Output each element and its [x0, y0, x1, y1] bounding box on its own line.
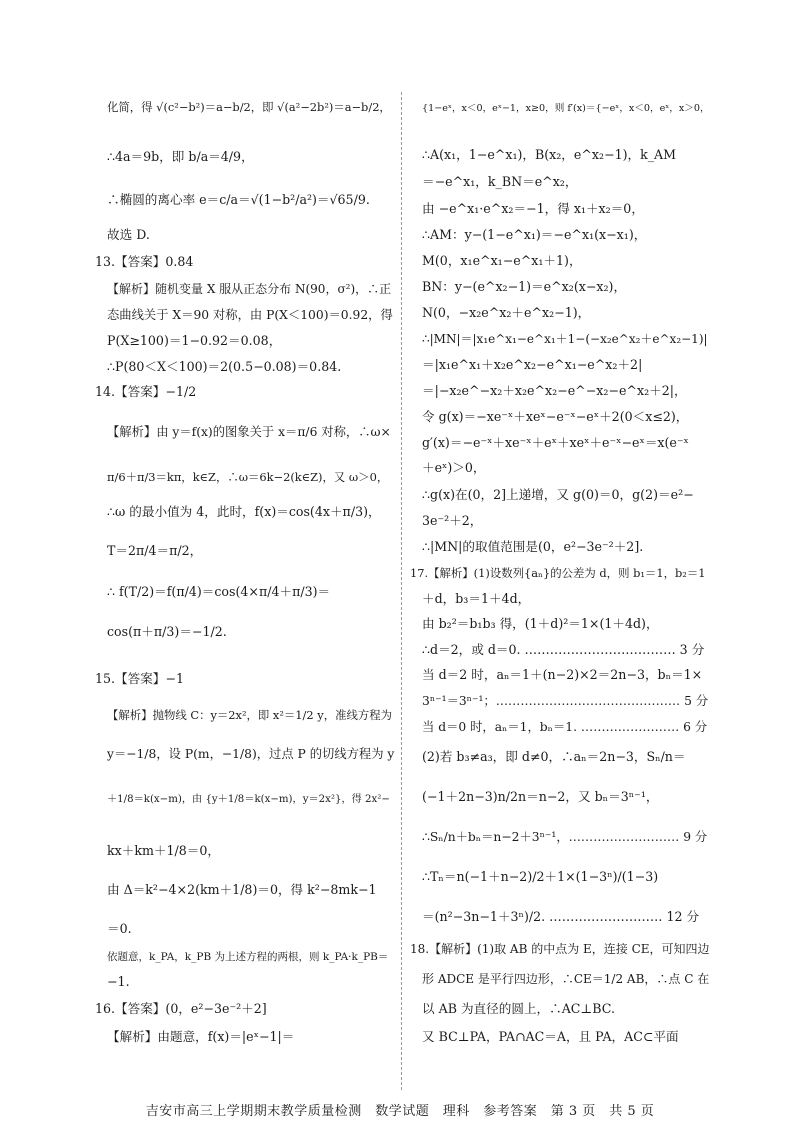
left-column-line: π/6＋π/3＝kπ，k∈Z，∴ω＝6k−2(k∈Z)，又 ω＞0， [107, 470, 389, 484]
left-column-line: kx＋km＋1/8＝0， [107, 843, 220, 858]
page-footer: 吉安市高三上学期期末教学质量检测 数学试题 理科 参考答案 第 3 页 共 5 页 [145, 1104, 655, 1119]
right-column-line: (2)若 b₃≠a₃，即 d≠0，∴aₙ＝2n−3，Sₙ/n＝ [422, 749, 686, 764]
right-column-line: 由 b₂²＝b₁b₃ 得，(1＋d)²＝1×(1＋4d)， [422, 616, 659, 631]
right-column-line: N(0，−x₂e^x₂＋e^x₂−1)， [422, 305, 591, 320]
left-column-line: 16.【答案】(0，e²−3e⁻²＋2] [95, 1001, 267, 1016]
left-column-line: ＋1/8＝k(x−m)，由 {y＋1/8＝k(x−m)，y＝2x²}，得 2x²− [107, 794, 390, 805]
right-column-line: 当 d＝2 时，aₙ＝1＋(n−2)×2＝2n−3，bₙ＝1× [422, 667, 703, 682]
left-column-line: ＝0. [107, 921, 132, 936]
left-column-line: ∴P(80＜X＜100)＝2(0.5−0.08)＝0.84. [107, 359, 342, 374]
left-column-line: ∴椭圆的离心率 e＝c/a＝√(1−b²/a²)＝√65/9. [107, 192, 370, 207]
right-column-line: 以 AB 为直径的圆上，∴AC⊥BC. [422, 1001, 615, 1016]
left-column-line: 【解析】随机变量 X 服从正态分布 N(90，σ²)，∴正 [107, 282, 392, 296]
right-column-line: ＝(n²−3n−1＋3ⁿ)/2. ……………………… 12 分 [422, 909, 700, 924]
left-column-line: 【解析】由题意，f(x)＝|eˣ−1|＝ [107, 1029, 295, 1044]
right-column-line: ∴|MN|的取值范围是(0，e²−3e⁻²＋2]. [422, 539, 644, 554]
right-column-line: 当 d＝0 时，aₙ＝1，bₙ＝1. …………………… 6 分 [422, 720, 708, 734]
left-column-line: 依题意，k_PA，k_PB 为上述方程的两根，则 k_PA·k_PB＝ [107, 951, 389, 963]
left-column-line: −1. [107, 974, 130, 989]
right-column-line: 令 g(x)＝−xe⁻ˣ＋xeˣ−e⁻ˣ−eˣ＋2(0＜x≤2)， [422, 409, 689, 424]
right-column-line: ＝|−x₂e^−x₂＋x₂e^x₂−e^−x₂−e^x₂＋2|， [422, 383, 687, 398]
right-column-line: (−1＋2n−3)n/2n＝n−2，又 bₙ＝3ⁿ⁻¹， [422, 789, 659, 804]
left-column-line: y＝−1/8，设 P(m，−1/8)，过点 P 的切线方程为 y [107, 747, 395, 761]
right-column-line: ∴|MN|＝|x₁e^x₁−e^x₁＋1−(−x₂e^x₂＋e^x₂−1)| [422, 332, 708, 346]
right-column-line: g′(x)＝−e⁻ˣ＋xe⁻ˣ＋eˣ＋xeˣ＋e⁻ˣ−eˣ＝x(e⁻ˣ [422, 435, 689, 450]
right-column-line: ＝−e^x₁，k_BN＝e^x₂， [422, 174, 578, 189]
right-column-line: ∴Sₙ/n＋bₙ＝n−2＋3ⁿ⁻¹，……………………… 9 分 [422, 830, 708, 844]
right-column-line: ∴Tₙ＝n(−1＋n−2)/2＋1×(1−3ⁿ)/(1−3) [422, 869, 659, 884]
right-column-line: ＋eˣ)＞0， [422, 460, 486, 475]
right-column-line: 由 −e^x₁·e^x₂＝−1，得 x₁＋x₂＝0， [422, 201, 644, 216]
right-column-line: ∴g(x)在(0，2]上递增，又 g(0)＝0，g(2)＝e²− [422, 487, 694, 502]
right-column-line: 17.【解析】(1)设数列{aₙ}的公差为 d，则 b₁＝1，b₂＝1 [410, 566, 706, 580]
right-column-line: 形 ADCE 是平行四边形，∴CE＝1/2 AB，∴点 C 在 [422, 972, 710, 986]
left-column-line: P(X≥100)＝1−0.92＝0.08， [107, 333, 282, 348]
left-column-line: 由 Δ＝k²−4×2(km＋1/8)＝0，得 k²−8mk−1 [107, 882, 377, 897]
left-column-line: 【解析】抛物线 C：y＝2x²，即 x²＝1/2 y，准线方程为 [107, 708, 393, 722]
left-column-line: 化简，得 √(c²−b²)＝a−b/2，即 √(a²−2b²)＝a−b/2， [107, 100, 391, 114]
column-divider [401, 92, 402, 1090]
left-column-line: ∴ f(T/2)＝f(π/4)＝cos(4×π/4＋π/3)＝ [107, 584, 331, 599]
right-column-line: 3ⁿ⁻¹＝3ⁿ⁻¹；……………………………………… 5 分 [422, 694, 709, 708]
right-column-line: ∴A(x₁，1−e^x₁)，B(x₂，e^x₂−1)，k_AM [422, 147, 677, 162]
left-column-line: 15.【答案】−1 [95, 671, 184, 686]
right-column-line: 18.【解析】(1)取 AB 的中点为 E，连接 CE，可知四边 [410, 942, 710, 956]
right-column-line: BN：y−(e^x₂−1)＝e^x₂(x−x₂)， [422, 279, 627, 294]
left-column-line: T＝2π/4＝π/2， [107, 543, 203, 558]
right-column-line: ＝|x₁e^x₁＋x₂e^x₂−e^x₁−e^x₂＋2| [422, 357, 643, 372]
right-column-line: 又 BC⊥PA，PA∩AC＝A，且 PA，AC⊂平面 [422, 1029, 679, 1044]
left-column-line: 【解析】由 y＝f(x)的图象关于 x＝π/6 对称，∴ω× [107, 425, 391, 439]
right-column-line: 3e⁻²＋2， [422, 513, 483, 528]
left-column-line: 13.【答案】0.84 [95, 254, 194, 269]
right-column-line: ＋d，b₃＝1＋4d， [422, 591, 531, 606]
right-column-line: {1−eˣ，x＜0，eˣ−1，x≥0，则 f′(x)＝{−eˣ，x＜0，eˣ，x＞0， [422, 103, 710, 114]
left-column-line: 故选 D. [107, 227, 150, 242]
left-column-line: ∴4a＝9b，即 b/a＝4/9， [107, 149, 254, 164]
left-column-line: ∴ω 的最小值为 4，此时，f(x)＝cos(4x＋π/3)， [107, 504, 381, 519]
right-column-line: ∴d＝2，或 d＝0. ……………………………… 3 分 [422, 642, 705, 657]
left-column-line: 14.【答案】−1/2 [95, 384, 197, 399]
left-column-line: 态曲线关于 X＝90 对称，由 P(X＜100)＝0.92，得 [107, 308, 393, 322]
right-column-line: M(0，x₁e^x₁−e^x₁＋1)， [422, 253, 582, 268]
right-column-line: ∴AM：y−(1−e^x₁)＝−e^x₁(x−x₁)， [422, 227, 647, 242]
left-column-line: cos(π＋π/3)＝−1/2. [107, 624, 227, 639]
